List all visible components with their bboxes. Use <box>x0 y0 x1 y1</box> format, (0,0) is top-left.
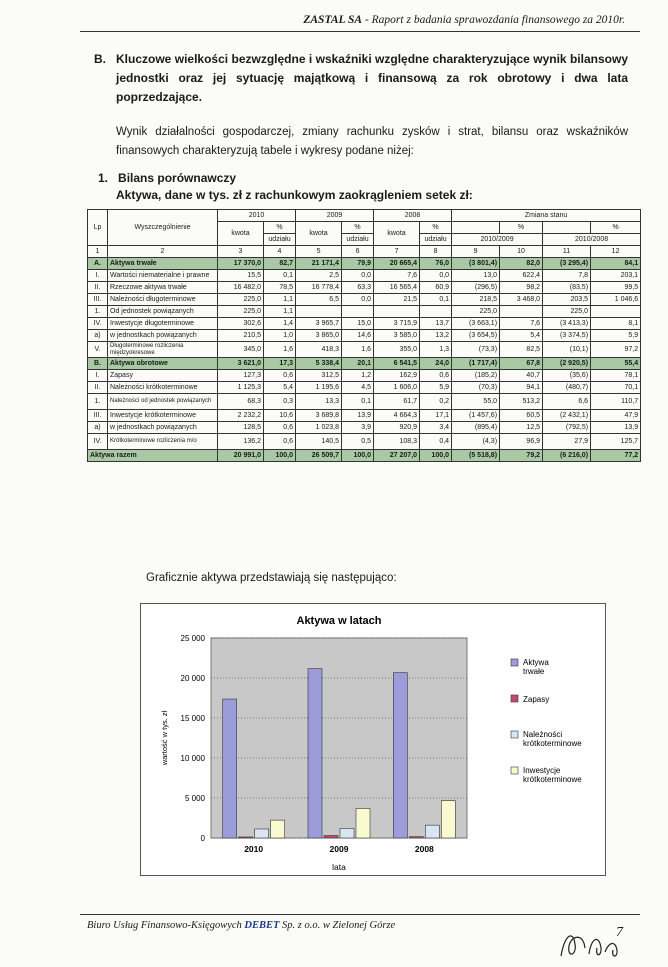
row-name: Aktywa trwałe <box>108 258 218 270</box>
row-value: 60,9 <box>420 282 452 294</box>
row-value: 13,2 <box>420 330 452 342</box>
row-value: 1 125,3 <box>218 382 264 394</box>
footer <box>87 920 395 931</box>
row-value: (296,5) <box>452 282 500 294</box>
row-lp: III. <box>88 294 108 306</box>
x-tick-label: 2008 <box>414 844 434 854</box>
th-blank <box>543 222 591 234</box>
row-value: 2 232,2 <box>218 410 264 422</box>
bar <box>271 820 285 838</box>
table-row <box>88 294 641 306</box>
row-value: (792,5) <box>543 422 591 434</box>
row-value: 5 338,4 <box>296 358 342 370</box>
row-lp: 1. <box>88 306 108 318</box>
row-lp: 1. <box>88 394 108 410</box>
row-value: 63,3 <box>342 282 374 294</box>
row-value: 0,6 <box>264 370 296 382</box>
column-numbers-row <box>88 246 641 258</box>
row-value: 82,0 <box>500 258 543 270</box>
row-name: Wartości niematerialne i prawne <box>108 270 218 282</box>
row-value: 1,1 <box>264 294 296 306</box>
y-tick-label: 15 000 <box>180 714 205 723</box>
row-value: 4 664,3 <box>374 410 420 422</box>
row-value: 125,7 <box>591 434 641 450</box>
heading-1 <box>98 171 236 185</box>
th-period-1: 2010/2009 <box>452 234 543 246</box>
row-value: 0,0 <box>342 270 374 282</box>
row-value: 3 621,0 <box>218 358 264 370</box>
legend-label: Inwestycje krótkoterminowe <box>523 766 582 784</box>
row-value: 0,1 <box>420 294 452 306</box>
column-number: 7 <box>374 246 420 258</box>
bar <box>223 699 237 838</box>
row-name: Należności długoterminowe <box>108 294 218 306</box>
row-value: 0,1 <box>264 270 296 282</box>
row-value: 79,9 <box>342 258 374 270</box>
bar <box>324 836 338 839</box>
row-lp: I. <box>88 370 108 382</box>
row-value: (3 663,1) <box>452 318 500 330</box>
y-axis-label: wartość w tys. zł <box>160 710 169 766</box>
row-lp: a) <box>88 422 108 434</box>
legend-swatch <box>511 695 518 702</box>
row-value: 345,0 <box>218 342 264 358</box>
row-value: 61,7 <box>374 394 420 410</box>
th-period-2: 2010/2008 <box>543 234 641 246</box>
row-value: 225,0 <box>452 306 500 318</box>
row-value: 70,1 <box>591 382 641 394</box>
row-value: (185,2) <box>452 370 500 382</box>
y-tick-label: 20 000 <box>180 674 205 683</box>
row-value: 24,0 <box>420 358 452 370</box>
x-axis-label: lata <box>332 862 346 872</box>
th-blank <box>452 222 500 234</box>
row-value: 97,2 <box>591 342 641 358</box>
row-value: 7,6 <box>374 270 420 282</box>
row-value: 96,9 <box>500 434 543 450</box>
row-lp: V. <box>88 342 108 358</box>
table-row <box>88 258 641 270</box>
row-value: 98,2 <box>500 282 543 294</box>
row-value: 12,5 <box>500 422 543 434</box>
total-value: 100,0 <box>420 450 452 462</box>
th-pct: % <box>264 222 296 234</box>
row-value: 1 023,8 <box>296 422 342 434</box>
row-value: 3,4 <box>420 422 452 434</box>
table-row <box>88 358 641 370</box>
table-row <box>88 410 641 422</box>
row-value: 13,0 <box>452 270 500 282</box>
total-value: 77,2 <box>591 450 641 462</box>
row-value: 0,6 <box>264 422 296 434</box>
row-value: 355,0 <box>374 342 420 358</box>
row-value: (1 457,6) <box>452 410 500 422</box>
heading-1-num: 1. <box>98 171 109 185</box>
bar <box>425 825 439 838</box>
row-value: 94,1 <box>500 382 543 394</box>
row-lp: I. <box>88 270 108 282</box>
row-value: 0,6 <box>420 370 452 382</box>
th-lp: Lp <box>88 210 108 246</box>
footer-post: Sp. z o.o. w Zielonej Górze <box>279 920 396 931</box>
row-value: 1,6 <box>264 342 296 358</box>
bar <box>340 828 354 838</box>
column-number: 1 <box>88 246 108 258</box>
row-value: 8,1 <box>591 318 641 330</box>
row-value: 1,2 <box>342 370 374 382</box>
section-b-text: Kluczowe wielkości bezwzględne i wskaźniki względne charakteryzujące wynik bilansowy jednostki oraz jej sytuację majątkową i finansową za rok obrotowy i dwa lata poprzedzające. <box>116 52 628 104</box>
legend-swatch <box>511 767 518 774</box>
footer-pre: Biuro Usług Finansowo-Księgowych <box>87 920 245 931</box>
column-number: 10 <box>500 246 543 258</box>
th-item: Wyszczególnienie <box>108 210 218 246</box>
row-value: 1 606,0 <box>374 382 420 394</box>
row-value: 15,0 <box>342 318 374 330</box>
table-row <box>88 318 641 330</box>
total-value: 20 991,0 <box>218 450 264 462</box>
bar <box>255 829 269 838</box>
row-value: 1,6 <box>342 342 374 358</box>
table-row <box>88 306 641 318</box>
row-value: 55,4 <box>591 358 641 370</box>
row-value: 78,1 <box>591 370 641 382</box>
row-value: 622,4 <box>500 270 543 282</box>
row-lp: a) <box>88 330 108 342</box>
row-value: 127,3 <box>218 370 264 382</box>
th-udzialu: udziału <box>264 234 296 246</box>
th-kwota: kwota <box>218 222 264 246</box>
bar <box>356 808 370 838</box>
row-value: 312,5 <box>296 370 342 382</box>
row-value: 3 689,8 <box>296 410 342 422</box>
row-value: 1,0 <box>264 330 296 342</box>
total-value: (6 216,0) <box>543 450 591 462</box>
assets-chart <box>141 604 605 875</box>
y-tick-label: 10 000 <box>180 754 205 763</box>
row-value: 13,9 <box>342 410 374 422</box>
row-value: 27,9 <box>543 434 591 450</box>
row-value: 3 865,0 <box>296 330 342 342</box>
row-lp: III. <box>88 410 108 422</box>
row-value: (3 801,4) <box>452 258 500 270</box>
column-number: 8 <box>420 246 452 258</box>
row-name: Zapasy <box>108 370 218 382</box>
row-value: 3 585,0 <box>374 330 420 342</box>
total-name: Aktywa razem <box>88 450 218 462</box>
intro-paragraph: Wynik działalności gospodarczej, zmiany rachunku zysków i strat, bilansu oraz wskaźników finansowych charakteryzują tabele i wykresy podane niżej: <box>116 126 628 157</box>
row-value: (480,7) <box>543 382 591 394</box>
legend-label: Należności krótkoterminowe <box>523 730 582 748</box>
row-value: 210,5 <box>218 330 264 342</box>
row-name: Krótkoterminowe rozliczenia m/o <box>108 434 218 450</box>
legend-swatch <box>511 731 518 738</box>
row-value: 140,5 <box>296 434 342 450</box>
row-value: 60,5 <box>500 410 543 422</box>
row-value: 0,4 <box>420 434 452 450</box>
row-value: 47,9 <box>591 410 641 422</box>
row-value: 110,7 <box>591 394 641 410</box>
total-value: 100,0 <box>264 450 296 462</box>
row-value: 218,5 <box>452 294 500 306</box>
y-tick-label: 25 000 <box>180 634 205 643</box>
column-number: 11 <box>543 246 591 258</box>
row-value: 3 468,0 <box>500 294 543 306</box>
row-name: Inwestycje długoterminowe <box>108 318 218 330</box>
y-tick-label: 5 000 <box>184 794 205 803</box>
row-value: 1,3 <box>420 342 452 358</box>
row-lp: A. <box>88 258 108 270</box>
row-value: 13,3 <box>296 394 342 410</box>
row-value: 2,5 <box>296 270 342 282</box>
row-value: 40,7 <box>500 370 543 382</box>
row-value <box>374 306 420 318</box>
row-value: 21,5 <box>374 294 420 306</box>
row-value: 20 665,4 <box>374 258 420 270</box>
row-value: 0,6 <box>264 434 296 450</box>
plot-area <box>211 638 467 838</box>
row-value: 5,9 <box>420 382 452 394</box>
row-value: 13,9 <box>591 422 641 434</box>
row-name: Należności od jednostek powiązanych <box>108 394 218 410</box>
row-name: w jednostkach powiązanych <box>108 330 218 342</box>
row-value <box>591 306 641 318</box>
row-value: 82,5 <box>500 342 543 358</box>
row-value: 225,0 <box>218 294 264 306</box>
chart-intro: Graficznie aktywa przedstawiają się następująco: <box>146 572 397 584</box>
row-value: 1,1 <box>264 306 296 318</box>
row-value: 5,4 <box>500 330 543 342</box>
table-row <box>88 342 641 358</box>
column-number: 4 <box>264 246 296 258</box>
row-value: 17 370,0 <box>218 258 264 270</box>
row-value: (3 654,5) <box>452 330 500 342</box>
footer-brand: DEBET <box>244 920 280 931</box>
row-value: 67,8 <box>500 358 543 370</box>
row-value: 0,0 <box>342 294 374 306</box>
row-value: 0,2 <box>420 394 452 410</box>
row-value: 0,0 <box>420 270 452 282</box>
row-value: 108,3 <box>374 434 420 450</box>
th-udzialu: udziału <box>342 234 374 246</box>
balance-table <box>87 209 641 462</box>
row-value: 513,2 <box>500 394 543 410</box>
row-value: 6,6 <box>543 394 591 410</box>
table-row <box>88 382 641 394</box>
header-rule <box>80 31 640 32</box>
th-change: Zmiana stanu <box>452 210 641 222</box>
header-company: ZASTAL SA <box>303 14 363 26</box>
row-value: 17,1 <box>420 410 452 422</box>
row-value: 5,4 <box>264 382 296 394</box>
row-value: 7,6 <box>500 318 543 330</box>
row-value: 14,6 <box>342 330 374 342</box>
row-value: (895,4) <box>452 422 500 434</box>
legend-swatch <box>511 659 518 666</box>
row-value: 7,8 <box>543 270 591 282</box>
row-value: 13,7 <box>420 318 452 330</box>
row-value: 0,1 <box>342 394 374 410</box>
row-value: 6,5 <box>296 294 342 306</box>
row-value: 82,7 <box>264 258 296 270</box>
chart-frame <box>140 603 606 876</box>
row-value: (35,6) <box>543 370 591 382</box>
row-value: (2 432,1) <box>543 410 591 422</box>
heading-1-subtitle: Aktywa, dane w tys. zł z rachunkowym zaokrągleniem setek zł: <box>116 188 473 202</box>
row-value: (3 413,3) <box>543 318 591 330</box>
th-pct: % <box>500 222 543 234</box>
row-value: 203,1 <box>591 270 641 282</box>
bar <box>393 673 407 838</box>
bar <box>239 837 253 838</box>
row-value: 1 195,6 <box>296 382 342 394</box>
row-value: 68,3 <box>218 394 264 410</box>
total-value: (5 518,8) <box>452 450 500 462</box>
row-value: 162,9 <box>374 370 420 382</box>
row-value <box>296 306 342 318</box>
footer-rule <box>80 914 640 915</box>
bar <box>308 669 322 838</box>
th-pct: % <box>591 222 641 234</box>
row-name: Długoterminowe rozliczenia międzyokresowe <box>108 342 218 358</box>
row-value: 418,3 <box>296 342 342 358</box>
header-subtitle: - Raport z badania sprawozdania finansowego za 2010r. <box>362 14 625 26</box>
row-value: 15,5 <box>218 270 264 282</box>
th-pct: % <box>342 222 374 234</box>
row-value: 225,0 <box>218 306 264 318</box>
column-number: 9 <box>452 246 500 258</box>
total-value: 27 207,0 <box>374 450 420 462</box>
row-value: (83,5) <box>543 282 591 294</box>
row-value: (2 920,5) <box>543 358 591 370</box>
row-value: 76,0 <box>420 258 452 270</box>
total-value: 26 509,7 <box>296 450 342 462</box>
bar <box>441 801 455 838</box>
row-value: 21 171,4 <box>296 258 342 270</box>
column-number: 2 <box>108 246 218 258</box>
th-pct: % <box>420 222 452 234</box>
row-value: 99,5 <box>591 282 641 294</box>
row-value: 4,5 <box>342 382 374 394</box>
row-name: Rzeczowe aktywa trwałe <box>108 282 218 294</box>
row-value: 225,0 <box>543 306 591 318</box>
table-row <box>88 434 641 450</box>
row-value: 17,3 <box>264 358 296 370</box>
row-value <box>342 306 374 318</box>
bar <box>409 837 423 838</box>
y-tick-label: 0 <box>200 834 205 843</box>
row-lp: II. <box>88 282 108 294</box>
chart-title: Aktywa w latach <box>296 615 382 627</box>
heading-1-title: Bilans porównawczy <box>118 171 237 185</box>
row-value: (3 374,5) <box>543 330 591 342</box>
row-name: Należności krótkoterminowe <box>108 382 218 394</box>
table-row <box>88 270 641 282</box>
column-number: 6 <box>342 246 374 258</box>
row-name: w jednostkach powiązanych <box>108 422 218 434</box>
th-kwota: kwota <box>296 222 342 246</box>
row-value: 0,5 <box>342 434 374 450</box>
th-2009: 2009 <box>296 210 374 222</box>
row-value: 78,5 <box>264 282 296 294</box>
row-value: 203,5 <box>543 294 591 306</box>
th-kwota: kwota <box>374 222 420 246</box>
row-value: 1 046,6 <box>591 294 641 306</box>
table-row <box>88 282 641 294</box>
row-lp: IV. <box>88 434 108 450</box>
table-row <box>88 370 641 382</box>
x-tick-label: 2010 <box>244 844 264 854</box>
column-number: 3 <box>218 246 264 258</box>
page-number: 7 <box>616 925 623 940</box>
row-value: (70,3) <box>452 382 500 394</box>
row-value: 5,9 <box>591 330 641 342</box>
table-body <box>88 258 641 462</box>
row-value: 136,2 <box>218 434 264 450</box>
th-2008: 2008 <box>374 210 452 222</box>
section-b <box>94 50 628 107</box>
row-name: Aktywa obrotowe <box>108 358 218 370</box>
legend-label: Aktywa trwałe <box>523 658 549 676</box>
row-value: 16 482,0 <box>218 282 264 294</box>
row-value: (10,1) <box>543 342 591 358</box>
row-value: 16 778,4 <box>296 282 342 294</box>
row-lp: B. <box>88 358 108 370</box>
page-header <box>300 14 625 26</box>
row-value: 920,9 <box>374 422 420 434</box>
row-value: 10,6 <box>264 410 296 422</box>
row-value: 84,1 <box>591 258 641 270</box>
row-value: 20,1 <box>342 358 374 370</box>
table-total-row <box>88 450 641 462</box>
total-value: 79,2 <box>500 450 543 462</box>
row-value: (1 717,4) <box>452 358 500 370</box>
section-b-label: B. <box>94 52 106 66</box>
legend-label: Zapasy <box>523 695 550 704</box>
row-value: 55,0 <box>452 394 500 410</box>
row-value: (73,3) <box>452 342 500 358</box>
row-value: 302,6 <box>218 318 264 330</box>
row-value: 3,9 <box>342 422 374 434</box>
row-lp: II. <box>88 382 108 394</box>
row-value <box>500 306 543 318</box>
row-lp: IV. <box>88 318 108 330</box>
row-value: 3 965,7 <box>296 318 342 330</box>
row-value <box>420 306 452 318</box>
row-value: 128,5 <box>218 422 264 434</box>
column-number: 12 <box>591 246 641 258</box>
x-tick-label: 2009 <box>329 844 349 854</box>
row-name: Od jednostek powiązanych <box>108 306 218 318</box>
table-row <box>88 394 641 410</box>
table-row <box>88 422 641 434</box>
total-value: 100,0 <box>342 450 374 462</box>
th-2010: 2010 <box>218 210 296 222</box>
row-value: 3 715,9 <box>374 318 420 330</box>
row-value: 1,4 <box>264 318 296 330</box>
row-name: Inwestycje krótkoterminowe <box>108 410 218 422</box>
row-value: 6 541,5 <box>374 358 420 370</box>
row-value: (3 295,4) <box>543 258 591 270</box>
th-udzialu: udziału <box>420 234 452 246</box>
table-row <box>88 330 641 342</box>
row-value: 0,3 <box>264 394 296 410</box>
row-value: 16 565,4 <box>374 282 420 294</box>
row-value: (4,3) <box>452 434 500 450</box>
column-number: 5 <box>296 246 342 258</box>
